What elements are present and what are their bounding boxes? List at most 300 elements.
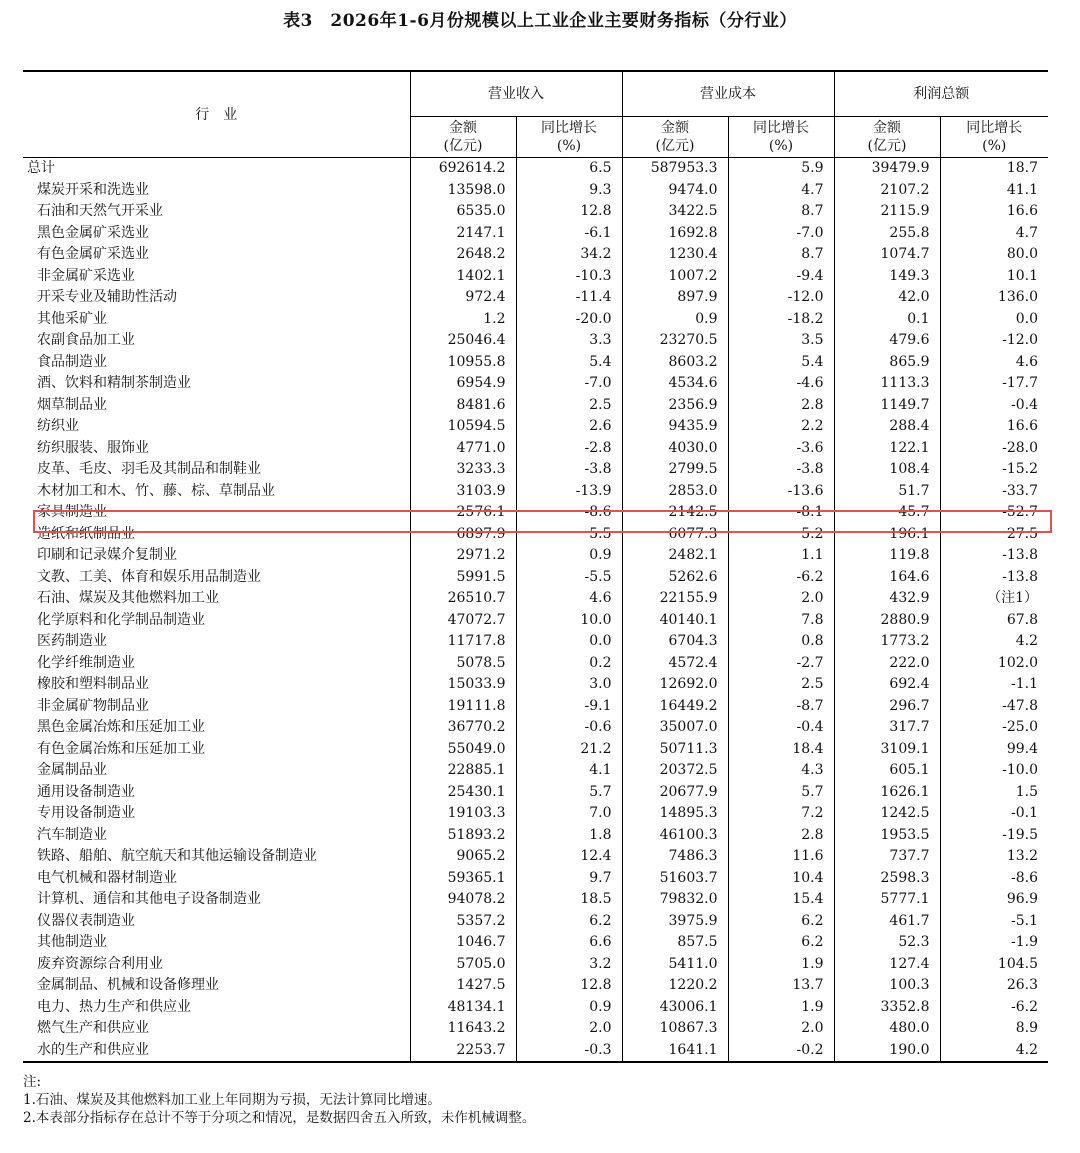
value-cell: 10.0: [516, 610, 622, 632]
industry-name-cell: 化学纤维制造业: [37, 654, 135, 671]
industry-name-cell: 有色金属矿采选业: [37, 246, 149, 263]
value-cell: 13.7: [728, 975, 834, 997]
value-cell: 4534.6: [622, 373, 728, 395]
subheader-growth: 同比增长 (%): [940, 117, 1048, 158]
value-cell: -9.4: [728, 266, 834, 288]
value-cell: 34.2: [516, 244, 622, 266]
value-cell: 18.4: [728, 739, 834, 761]
value-cell: 0.8: [728, 631, 834, 653]
industry-name-cell: 金属制品业: [37, 762, 107, 779]
table-row: [23, 782, 1048, 804]
industry-name-cell: 燃气生产和供应业: [37, 1020, 149, 1037]
industry-name-cell: 非金属矿采选业: [37, 267, 135, 284]
industry-name-cell: 其他制造业: [37, 934, 107, 951]
value-cell: 2799.5: [622, 459, 728, 481]
value-cell: 2.5: [728, 674, 834, 696]
value-cell: 6.2: [728, 932, 834, 954]
industry-name-cell: 纺织服装、服饰业: [37, 439, 149, 456]
value-cell: 52.3: [834, 932, 940, 954]
value-cell: 127.4: [834, 954, 940, 976]
value-cell: 8.7: [728, 244, 834, 266]
value-cell: -3.8: [516, 459, 622, 481]
value-cell: 5.5: [516, 524, 622, 546]
value-cell: -10.3: [516, 266, 622, 288]
value-cell: 6077.3: [622, 524, 728, 546]
value-cell: -19.5: [940, 825, 1048, 847]
table-row: [23, 180, 1048, 202]
value-cell: -6.2: [940, 997, 1048, 1019]
value-cell: 2971.2: [410, 545, 516, 567]
value-cell: 26510.7: [410, 588, 516, 610]
value-cell: 9.3: [516, 180, 622, 202]
table-row: [23, 588, 1048, 610]
value-cell: 5078.5: [410, 653, 516, 675]
value-cell: 10.1: [940, 266, 1048, 288]
value-cell: 55049.0: [410, 739, 516, 761]
table-row: [23, 889, 1048, 911]
industry-name-cell: 开采专业及辅助性活动: [37, 289, 177, 306]
value-cell: -3.6: [728, 438, 834, 460]
value-cell: 104.5: [940, 954, 1048, 976]
industry-name-cell: 电力、热力生产和供应业: [37, 998, 191, 1015]
value-cell: -20.0: [516, 309, 622, 331]
value-cell: 2.6: [516, 416, 622, 438]
value-cell: 8.7: [728, 201, 834, 223]
table-row: [23, 395, 1048, 417]
value-cell: 288.4: [834, 416, 940, 438]
value-cell: 8603.2: [622, 352, 728, 374]
value-cell: 19103.3: [410, 803, 516, 825]
value-cell: 2576.1: [410, 502, 516, 524]
value-cell: 2.0: [516, 1018, 622, 1040]
value-cell: 5411.0: [622, 954, 728, 976]
value-cell: 164.6: [834, 567, 940, 589]
value-cell: 3.0: [516, 674, 622, 696]
value-cell: -5.5: [516, 567, 622, 589]
value-cell: -0.2: [728, 1040, 834, 1063]
value-cell: -28.0: [940, 438, 1048, 460]
value-cell: -3.8: [728, 459, 834, 481]
table-row: [23, 438, 1048, 460]
value-cell: 196.1: [834, 524, 940, 546]
value-cell: 51.7: [834, 481, 940, 503]
value-cell: -0.3: [516, 1040, 622, 1063]
industry-name-cell: 烟草制品业: [37, 396, 107, 413]
value-cell: 36770.2: [410, 717, 516, 739]
value-cell: 5991.5: [410, 567, 516, 589]
value-cell: 4.2: [940, 1040, 1048, 1063]
value-cell: 22885.1: [410, 760, 516, 782]
value-cell: 16449.2: [622, 696, 728, 718]
value-cell: 1402.1: [410, 266, 516, 288]
value-cell: 2.8: [728, 825, 834, 847]
value-cell: -25.0: [940, 717, 1048, 739]
value-cell: 4.7: [940, 223, 1048, 245]
industry-name-cell: 金属制品、机械和设备修理业: [37, 977, 219, 994]
value-cell: 0.2: [516, 653, 622, 675]
value-cell: 11.6: [728, 846, 834, 868]
value-cell: 1046.7: [410, 932, 516, 954]
value-cell: -0.4: [940, 395, 1048, 417]
table-row: [23, 1040, 1048, 1063]
value-cell: 3352.8: [834, 997, 940, 1019]
value-cell: 1074.7: [834, 244, 940, 266]
value-cell: 27.5: [940, 524, 1048, 546]
value-cell: 6.2: [516, 911, 622, 933]
header-industry: 行 业: [23, 71, 410, 158]
value-cell: 99.4: [940, 739, 1048, 761]
value-cell: 1220.2: [622, 975, 728, 997]
value-cell: 737.7: [834, 846, 940, 868]
value-cell: 5705.0: [410, 954, 516, 976]
table-row: [23, 760, 1048, 782]
industry-name-cell: 家具制造业: [37, 504, 107, 521]
subheader-growth: 同比增长 (%): [728, 117, 834, 158]
industry-name-cell: 黑色金属矿采选业: [37, 224, 149, 241]
value-cell: 6704.3: [622, 631, 728, 653]
industry-name-cell: 其他采矿业: [37, 310, 107, 327]
value-cell: 4.6: [940, 352, 1048, 374]
value-cell: 136.0: [940, 287, 1048, 309]
value-cell: 255.8: [834, 223, 940, 245]
value-cell: -2.8: [516, 438, 622, 460]
value-cell: 6.5: [516, 158, 622, 180]
value-cell: -5.1: [940, 911, 1048, 933]
industry-name-cell: 医药制造业: [37, 633, 107, 650]
value-cell: -13.6: [728, 481, 834, 503]
value-cell: 59365.1: [410, 868, 516, 890]
value-cell: 3975.9: [622, 911, 728, 933]
value-cell: 5.2: [728, 524, 834, 546]
value-cell: 4.3: [728, 760, 834, 782]
table-body: [23, 158, 1048, 1063]
table-row: [23, 266, 1048, 288]
value-cell: 4.7: [728, 180, 834, 202]
industry-name-cell: 总计: [23, 158, 410, 180]
value-cell: 5.9: [728, 158, 834, 180]
table-row: [23, 610, 1048, 632]
industry-name-cell: 水的生产和供应业: [23, 1040, 410, 1063]
value-cell: 149.3: [834, 266, 940, 288]
value-cell: 45.7: [834, 502, 940, 524]
value-cell: 48134.1: [410, 997, 516, 1019]
value-cell: 16.6: [940, 416, 1048, 438]
value-cell: 2.5: [516, 395, 622, 417]
value-cell: 2482.1: [622, 545, 728, 567]
value-cell: 0.0: [516, 631, 622, 653]
industry-name-cell: 石油、煤炭及其他燃料加工业: [37, 590, 219, 607]
value-cell: 8481.6: [410, 395, 516, 417]
value-cell: 39479.9: [834, 158, 940, 180]
value-cell: 18.5: [516, 889, 622, 911]
value-cell: 13598.0: [410, 180, 516, 202]
value-cell: 46100.3: [622, 825, 728, 847]
footnotes: [23, 1073, 535, 1127]
value-cell: -6.2: [728, 567, 834, 589]
value-cell: 51893.2: [410, 825, 516, 847]
value-cell: 5357.2: [410, 911, 516, 933]
table-row: [23, 696, 1048, 718]
value-cell: 5.4: [728, 352, 834, 374]
table-row: [23, 1018, 1048, 1040]
value-cell: 1242.5: [834, 803, 940, 825]
value-cell: 6954.9: [410, 373, 516, 395]
value-cell: -13.8: [940, 567, 1048, 589]
value-cell: 10594.5: [410, 416, 516, 438]
value-cell: -52.7: [940, 502, 1048, 524]
value-cell: 1.2: [410, 309, 516, 331]
value-cell: -1.1: [940, 674, 1048, 696]
value-cell: 6535.0: [410, 201, 516, 223]
value-cell: 2.2: [728, 416, 834, 438]
value-cell: 6.2: [728, 911, 834, 933]
value-cell: -15.2: [940, 459, 1048, 481]
industry-name-cell: 食品制造业: [37, 353, 107, 370]
value-cell: 5.7: [516, 782, 622, 804]
industry-name-cell: 电气机械和器材制造业: [37, 869, 177, 886]
value-cell: -0.1: [940, 803, 1048, 825]
value-cell: 12692.0: [622, 674, 728, 696]
value-cell: 2.0: [728, 1018, 834, 1040]
industry-name-cell: 皮革、毛皮、羽毛及其制品和制鞋业: [37, 461, 261, 478]
value-cell: 20372.5: [622, 760, 728, 782]
table-row: [23, 309, 1048, 331]
value-cell: -8.1: [728, 502, 834, 524]
value-cell: -8.6: [516, 502, 622, 524]
table-row: [23, 287, 1048, 309]
value-cell: 1626.1: [834, 782, 940, 804]
value-cell: 2.8: [728, 395, 834, 417]
value-cell: 857.5: [622, 932, 728, 954]
industry-name-cell: 有色金属冶炼和压延加工业: [37, 740, 205, 757]
value-cell: 897.9: [622, 287, 728, 309]
table-row: [23, 803, 1048, 825]
value-cell: 2115.9: [834, 201, 940, 223]
table-row: [23, 330, 1048, 352]
value-cell: 2598.3: [834, 868, 940, 890]
table-row: [23, 717, 1048, 739]
value-cell: 16.6: [940, 201, 1048, 223]
table-row: [23, 868, 1048, 890]
industry-name-cell: 黑色金属冶炼和压延加工业: [37, 719, 205, 736]
industry-name-cell: 铁路、船舶、航空航天和其他运输设备制造业: [37, 848, 317, 865]
subheader-amount: 金额 (亿元): [834, 117, 940, 158]
value-cell: 25430.1: [410, 782, 516, 804]
value-cell: -13.9: [516, 481, 622, 503]
value-cell: 41.1: [940, 180, 1048, 202]
header-revenue: 营业收入: [410, 71, 622, 117]
value-cell: 21.2: [516, 739, 622, 761]
value-cell: -17.7: [940, 373, 1048, 395]
industry-name-cell: 橡胶和塑料制品业: [37, 676, 149, 693]
value-cell: 96.9: [940, 889, 1048, 911]
value-cell: 4.2: [940, 631, 1048, 653]
value-cell: 2147.1: [410, 223, 516, 245]
value-cell: 18.7: [940, 158, 1048, 180]
value-cell: 587953.3: [622, 158, 728, 180]
value-cell: -12.0: [728, 287, 834, 309]
value-cell: 2648.2: [410, 244, 516, 266]
value-cell: -11.4: [516, 287, 622, 309]
value-cell: -2.7: [728, 653, 834, 675]
table-row: [23, 631, 1048, 653]
value-cell: 1.8: [516, 825, 622, 847]
value-cell: 190.0: [834, 1040, 940, 1063]
value-cell: 0.1: [834, 309, 940, 331]
table-row: [23, 846, 1048, 868]
table-row: [23, 545, 1048, 567]
value-cell: 6.6: [516, 932, 622, 954]
value-cell: 15.4: [728, 889, 834, 911]
note-2: 2.本表部分指标存在总计不等于分项之和情况，是数据四舍五入所致，未作机械调整。: [23, 1110, 536, 1126]
table-row: [23, 223, 1048, 245]
value-cell: 79832.0: [622, 889, 728, 911]
table-row: [23, 416, 1048, 438]
value-cell: 4.1: [516, 760, 622, 782]
table-row: [23, 373, 1048, 395]
value-cell: -33.7: [940, 481, 1048, 503]
value-cell: 40140.1: [622, 610, 728, 632]
value-cell: 14895.3: [622, 803, 728, 825]
value-cell: 4771.0: [410, 438, 516, 460]
note-1: 1.石油、煤炭及其他燃料加工业上年同期为亏损，无法计算同比增速。: [23, 1092, 441, 1108]
value-cell: 12.8: [516, 975, 622, 997]
table-row-total: [23, 158, 1048, 180]
value-cell: 10955.8: [410, 352, 516, 374]
subheader-growth: 同比增长 (%): [516, 117, 622, 158]
value-cell: 13.2: [940, 846, 1048, 868]
value-cell: 5777.1: [834, 889, 940, 911]
industry-name-cell: 仪器仪表制造业: [37, 912, 135, 929]
subheader-amount: 金额 (亿元): [622, 117, 728, 158]
value-cell: -13.8: [940, 545, 1048, 567]
value-cell: 94078.2: [410, 889, 516, 911]
value-cell: 1773.2: [834, 631, 940, 653]
industry-name-cell: 计算机、通信和其他电子设备制造业: [37, 891, 261, 908]
industry-name-cell: 石油和天然气开采业: [37, 203, 163, 220]
value-cell: -1.9: [940, 932, 1048, 954]
value-cell: 1.1: [728, 545, 834, 567]
value-cell: 1007.2: [622, 266, 728, 288]
table-row: [23, 739, 1048, 761]
value-cell: 0.9: [622, 309, 728, 331]
value-cell: 3109.1: [834, 739, 940, 761]
industry-name-cell: 通用设备制造业: [37, 783, 135, 800]
table-row: [23, 459, 1048, 481]
value-cell: -18.2: [728, 309, 834, 331]
value-cell: -47.8: [940, 696, 1048, 718]
value-cell: 1953.5: [834, 825, 940, 847]
table-row: [23, 524, 1048, 546]
industry-name-cell: 纺织业: [37, 418, 79, 435]
value-cell: 23270.5: [622, 330, 728, 352]
value-cell: 50711.3: [622, 739, 728, 761]
value-cell: 11643.2: [410, 1018, 516, 1040]
value-cell: 2142.5: [622, 502, 728, 524]
industry-name-cell: 煤炭开采和洗选业: [37, 181, 149, 198]
table-row: [23, 352, 1048, 374]
value-cell: 692.4: [834, 674, 940, 696]
value-cell: 26.3: [940, 975, 1048, 997]
value-cell: 20677.9: [622, 782, 728, 804]
value-cell: 4030.0: [622, 438, 728, 460]
industry-name-cell: 化学原料和化学制品制造业: [37, 611, 205, 628]
value-cell: 9474.0: [622, 180, 728, 202]
value-cell: 5.7: [728, 782, 834, 804]
value-cell: 2853.0: [622, 481, 728, 503]
value-cell: 1230.4: [622, 244, 728, 266]
value-cell: 102.0: [940, 653, 1048, 675]
value-cell: 5262.6: [622, 567, 728, 589]
value-cell: 692614.2: [410, 158, 516, 180]
value-cell: 7.0: [516, 803, 622, 825]
industry-name-cell: 废弃资源综合利用业: [37, 955, 163, 972]
value-cell: 432.9: [834, 588, 940, 610]
value-cell: 100.3: [834, 975, 940, 997]
industry-name-cell: 文教、工美、体育和娱乐用品制造业: [37, 568, 261, 585]
value-cell: 42.0: [834, 287, 940, 309]
value-cell: 480.0: [834, 1018, 940, 1040]
value-cell: 2.0: [728, 588, 834, 610]
value-cell: 1.9: [728, 997, 834, 1019]
value-cell: 12.4: [516, 846, 622, 868]
value-cell: 3.2: [516, 954, 622, 976]
value-cell: 3422.5: [622, 201, 728, 223]
value-cell: 0.9: [516, 997, 622, 1019]
value-cell: 2253.7: [410, 1040, 516, 1063]
value-cell: 9065.2: [410, 846, 516, 868]
table-title: 表3 2026年1-6月份规模以上工业企业主要财务指标（分行业）: [283, 11, 797, 31]
value-cell: 67.8: [940, 610, 1048, 632]
table-row: [23, 911, 1048, 933]
value-cell: 43006.1: [622, 997, 728, 1019]
value-cell: -7.0: [728, 223, 834, 245]
value-cell: 1113.3: [834, 373, 940, 395]
value-cell: 25046.4: [410, 330, 516, 352]
value-cell: 122.1: [834, 438, 940, 460]
value-cell: 10.4: [728, 868, 834, 890]
industry-name-cell: 印刷和记录媒介复制业: [37, 547, 177, 564]
value-cell: -8.7: [728, 696, 834, 718]
value-cell: 3103.9: [410, 481, 516, 503]
table-row: [23, 825, 1048, 847]
value-cell: 317.7: [834, 717, 940, 739]
value-cell: 9435.9: [622, 416, 728, 438]
value-cell: 865.9: [834, 352, 940, 374]
industry-name-cell: 农副食品加工业: [37, 332, 135, 349]
value-cell: 222.0: [834, 653, 940, 675]
table-row: [23, 997, 1048, 1019]
notes-label: 注:: [23, 1074, 42, 1090]
value-cell: -10.0: [940, 760, 1048, 782]
value-cell: 3.3: [516, 330, 622, 352]
value-cell: -6.1: [516, 223, 622, 245]
value-cell: 461.7: [834, 911, 940, 933]
value-cell: 7.8: [728, 610, 834, 632]
value-cell: 479.6: [834, 330, 940, 352]
subheader-amount: 金额 (亿元): [410, 117, 516, 158]
table-row: [23, 201, 1048, 223]
value-cell: 5.4: [516, 352, 622, 374]
value-cell: 1692.8: [622, 223, 728, 245]
value-cell: 2880.9: [834, 610, 940, 632]
industry-name-cell: 造纸和纸制品业: [37, 525, 135, 542]
value-cell: -8.6: [940, 868, 1048, 890]
value-cell: 35007.0: [622, 717, 728, 739]
value-cell: -12.0: [940, 330, 1048, 352]
industry-name-cell: 酒、饮料和精制茶制造业: [37, 375, 191, 392]
table-row: [23, 502, 1048, 524]
